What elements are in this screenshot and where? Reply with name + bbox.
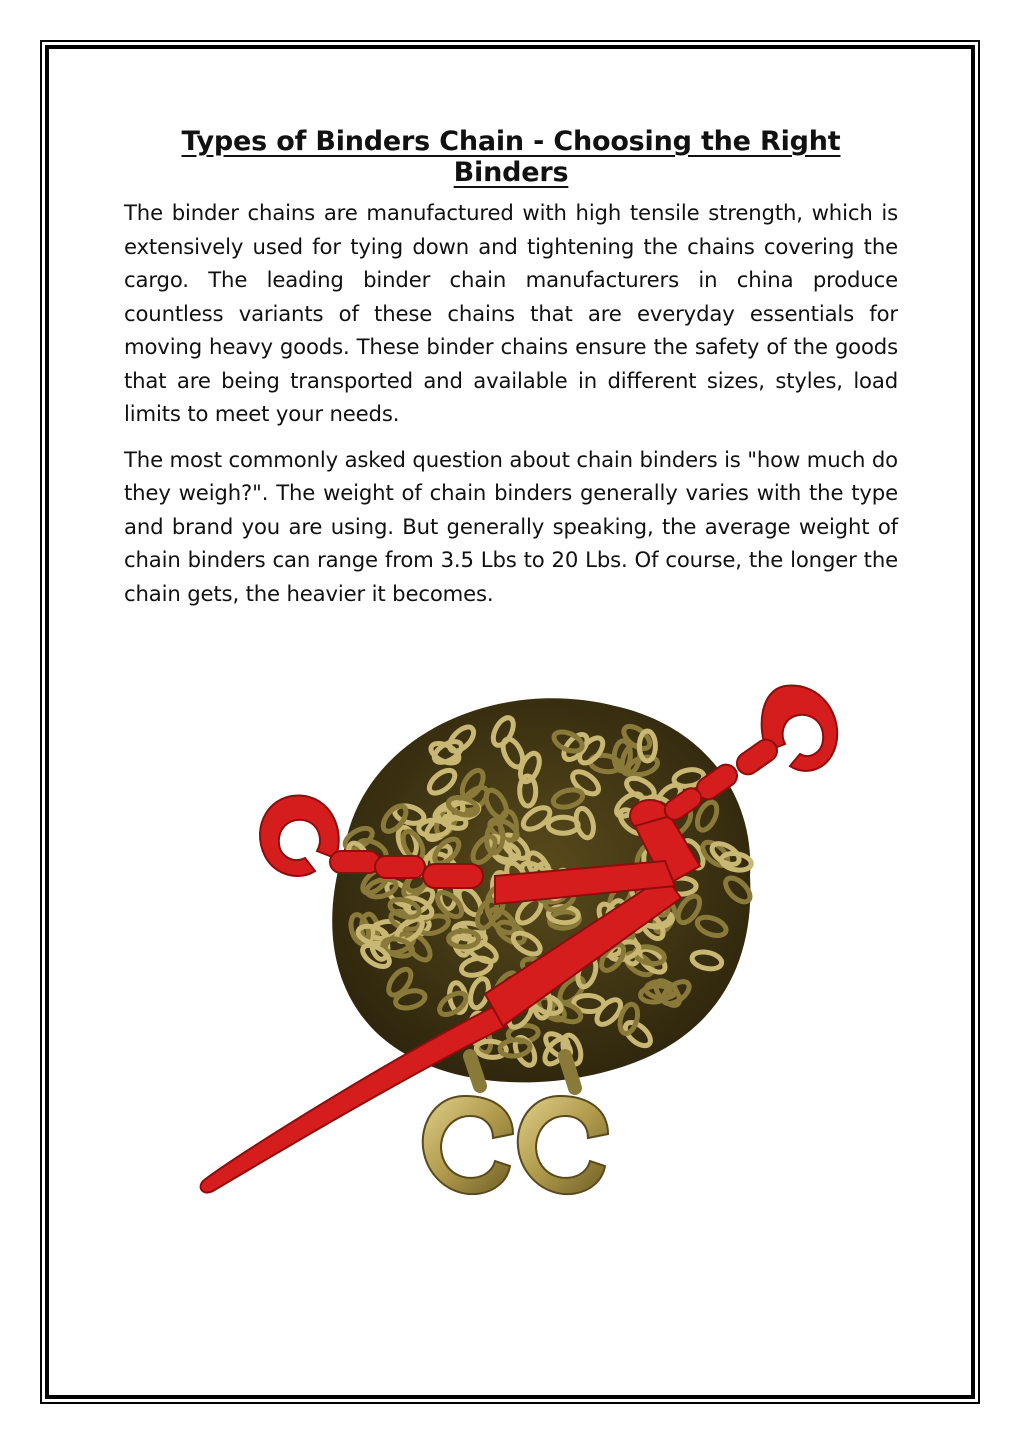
document-title: Types of Binders Chain - Choosing the Right Binders [181,126,841,188]
chain-binder-photo [195,676,855,1216]
document-body [124,126,898,622]
chain-binder-illustration [195,676,855,1216]
paragraph-2: The most commonly asked question about chain binders is "how much do they weigh?". The weight of chain binders generally varies with the type and brand you are using. But generally speaking, the average weight of chain binders can range from 3.5 Lbs to 20 Lbs. Of course, the longer the chain gets, the heavier it becomes. [124,446,898,606]
paragraph-1: The binder chains are manufactured with high tensile strength, which is extensively used for tying down and tightening the chains covering the cargo. The leading binder chain manufacturers in china produce countless variants of these chains that are everyday essentials for moving heavy goods. These binder chains ensure the safety of the goods that are being transported and available in different sizes, styles, load limits to meet your needs. [124,200,898,426]
